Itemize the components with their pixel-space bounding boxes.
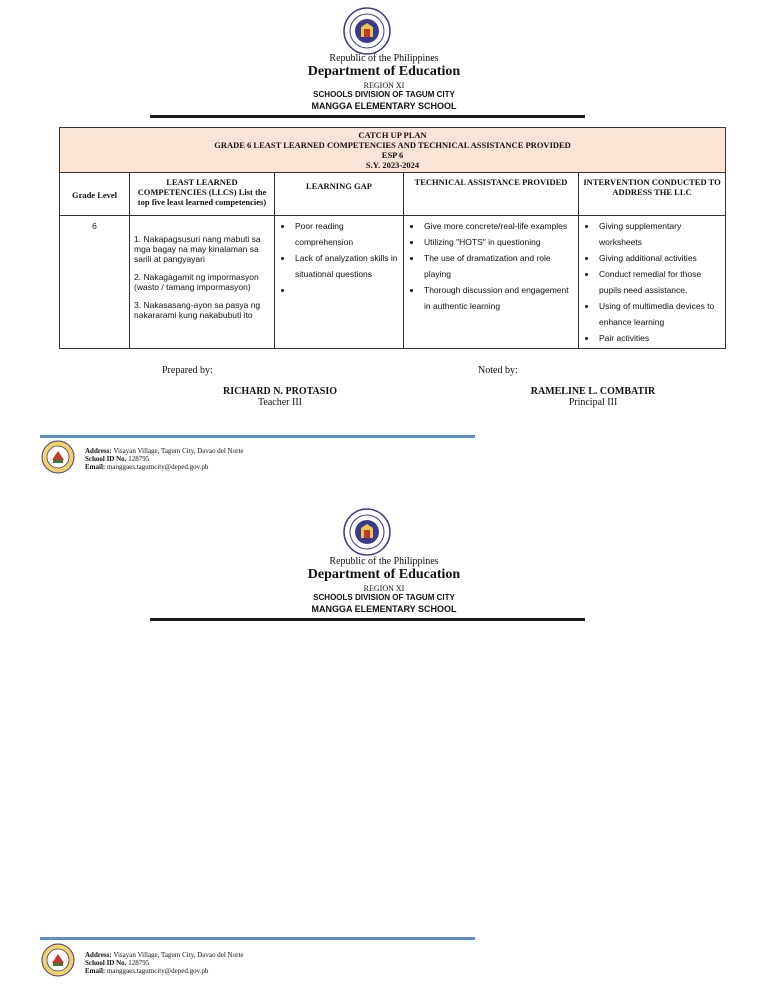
address-value: Visayan Village, Tagum City, Davao del Norte bbox=[113, 447, 244, 455]
footer-address bbox=[85, 447, 244, 455]
gap-item: • Lack of analyzation skills in situational questions bbox=[293, 250, 399, 282]
footer-school-id bbox=[85, 455, 149, 463]
intervention-item: • Using of multimedia devices to enhance learning bbox=[597, 298, 721, 330]
header-technical-assistance: TECHNICAL ASSISTANCE PROVIDED bbox=[404, 173, 579, 216]
banner-subject: ESP 6 bbox=[381, 150, 404, 160]
prepared-by-title: Teacher III bbox=[258, 397, 302, 408]
region-line: REGION XI bbox=[363, 81, 405, 90]
llc-cell bbox=[130, 216, 275, 349]
ta-item: • Give more concrete/real-life examples bbox=[422, 218, 574, 234]
intervention-item: • Giving supplementary worksheets bbox=[597, 218, 721, 250]
department-title: Department of Education bbox=[307, 567, 461, 582]
noted-by-label: Noted by: bbox=[478, 365, 518, 376]
school-id-label: School ID No. bbox=[85, 959, 127, 967]
email-label: Email: bbox=[85, 463, 106, 471]
division-line: SCHOOLS DIVISION OF TAGUM CITY bbox=[313, 90, 455, 99]
technical-assistance-cell bbox=[404, 216, 579, 349]
llc-item: 3. Nakasasang-ayon sa pasya ng nakararami kung nakabubuti ito bbox=[134, 300, 261, 320]
ta-item: • The use of dramatization and role playing bbox=[422, 250, 574, 282]
ta-item: • Thorough discussion and engagement in authentic learning bbox=[422, 282, 574, 314]
address-label: Address: bbox=[85, 447, 112, 455]
footer-rule bbox=[40, 435, 475, 438]
noted-by-name: RAMELINE L. COMBATIR bbox=[530, 386, 656, 397]
republic-line: Republic of the Philippines bbox=[329, 556, 439, 567]
grade-level-cell: 6 bbox=[60, 216, 130, 349]
footer-email bbox=[85, 463, 208, 471]
prepared-by-name: RICHARD N. PROTASIO bbox=[223, 386, 337, 397]
school-id-value: 128795 bbox=[128, 959, 150, 967]
plan-banner bbox=[60, 128, 726, 173]
header-learning-gap: LEARNING GAP bbox=[275, 173, 404, 216]
gap-item: • Poor reading comprehension bbox=[293, 218, 399, 250]
header-divider bbox=[150, 618, 585, 621]
learning-gap-cell bbox=[275, 216, 404, 349]
email-label: Email: bbox=[85, 967, 106, 975]
school-seal-icon bbox=[41, 943, 75, 977]
gap-item bbox=[293, 282, 399, 298]
school-line: MANGGA ELEMENTARY SCHOOL bbox=[311, 604, 457, 614]
intervention-item: • Conduct remedial for those pupils need assistance. bbox=[597, 266, 721, 298]
noted-by-title: Principal III bbox=[568, 397, 618, 408]
ta-item: • Utilizing "HOTS" in questioning bbox=[422, 234, 574, 250]
school-line: MANGGA ELEMENTARY SCHOOL bbox=[311, 101, 457, 111]
intervention-item: • Pair activities bbox=[597, 330, 721, 346]
region-line: REGION XI bbox=[363, 584, 405, 593]
department-title: Department of Education bbox=[307, 64, 461, 79]
catch-up-plan-table bbox=[59, 127, 726, 349]
email-value: manggaes.tagumcity@deped.gov.ph bbox=[106, 463, 209, 471]
email-value: manggaes.tagumcity@deped.gov.ph bbox=[106, 967, 209, 975]
prepared-by-label: Prepared by: bbox=[162, 365, 213, 376]
school-id-label: School ID No. bbox=[85, 455, 127, 463]
footer-email bbox=[85, 967, 208, 975]
school-id-value: 128795 bbox=[128, 455, 150, 463]
banner-subtitle: GRADE 6 LEAST LEARNED COMPETENCIES AND TECHNICAL ASSISTANCE PROVIDED bbox=[214, 140, 571, 150]
intervention-cell bbox=[579, 216, 726, 349]
banner-title: CATCH UP PLAN bbox=[358, 130, 427, 140]
address-label: Address: bbox=[85, 951, 112, 959]
deped-seal-icon bbox=[343, 7, 391, 55]
address-value: Visayan Village, Tagum City, Davao del Norte bbox=[113, 951, 244, 959]
header-intervention: INTERVENTION CONDUCTED TO ADDRESS THE LLC bbox=[579, 173, 726, 216]
header-grade-level: Grade Level bbox=[60, 173, 130, 216]
school-seal-icon bbox=[41, 440, 75, 474]
banner-school-year: S.Y. 2023-2024 bbox=[365, 160, 420, 170]
llc-item: 2. Nakagagamit ng impormasyon (wasto / tamang impormasyon) bbox=[134, 272, 259, 292]
deped-seal-icon bbox=[343, 508, 391, 556]
header-divider bbox=[150, 115, 585, 118]
footer-rule bbox=[40, 937, 475, 940]
llc-item: 1. Nakapagsusuri nang mabuti sa mga bagay na may kinalaman sa sarili at pangyayari bbox=[134, 234, 261, 264]
republic-line: Republic of the Philippines bbox=[329, 53, 439, 64]
division-line: SCHOOLS DIVISION OF TAGUM CITY bbox=[313, 593, 455, 602]
header-llc: LEAST LEARNED COMPETENCIES (LLCS) List the top five least learned competencies) bbox=[130, 173, 275, 216]
footer-school-id bbox=[85, 959, 149, 967]
intervention-item: • Giving additional activities bbox=[597, 250, 721, 266]
footer-address bbox=[85, 951, 244, 959]
